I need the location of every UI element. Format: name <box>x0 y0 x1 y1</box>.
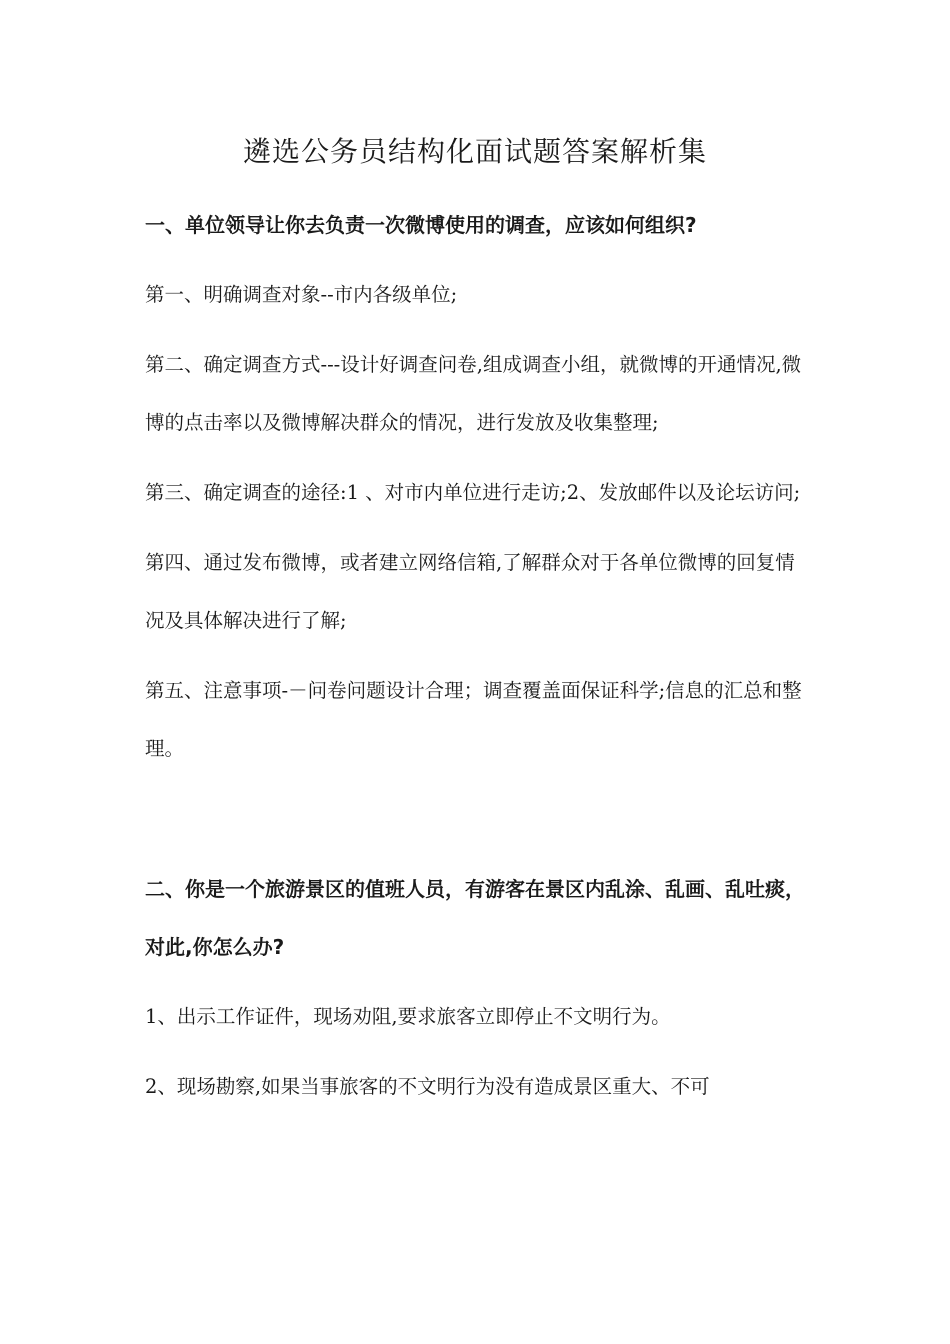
question-2-heading: 二、你是一个旅游景区的值班人员，有游客在景区内乱涂、乱画、乱吐痰，对此,你怎么办? <box>145 877 805 959</box>
document-body <box>145 196 810 1128</box>
question-1-heading: 一、单位领导让你去负责一次微博使用的调查，应该如何组织? <box>145 213 697 237</box>
answer-1-point-3: 第三、确定调查的途径:1 、对市内单位进行走访;2、发放邮件以及论坛访问; <box>145 481 801 504</box>
answer-1-point-4: 第四、通过发布微博，或者建立网络信箱,了解群众对于各单位微博的回复情况及具体解决进行了解; <box>145 551 795 632</box>
document-title: 遴选公务员结构化面试题答案解析集 <box>242 135 707 168</box>
answer-2-point-2: 2、现场勘察,如果当事旅客的不文明行为没有造成景区重大、不可 <box>145 1075 710 1098</box>
section-gap <box>145 790 810 860</box>
answer-1-point-2: 第二、确定调查方式---设计好调查问卷,组成调查小组，就微博的开通情况,微博的点击率以及微博解决群众的情况，进行发放及收集整理; <box>145 353 802 434</box>
answer-1-point-1: 第一、明确调查对象--市内各级单位; <box>145 283 458 306</box>
answer-2-point-1: 1、出示工作证件，现场劝阻,要求旅客立即停止不文明行为。 <box>145 1005 671 1028</box>
answer-1-point-5: 第五、注意事项-－问卷问题设计合理；调查覆盖面保证科学;信息的汇总和整理。 <box>145 679 802 760</box>
